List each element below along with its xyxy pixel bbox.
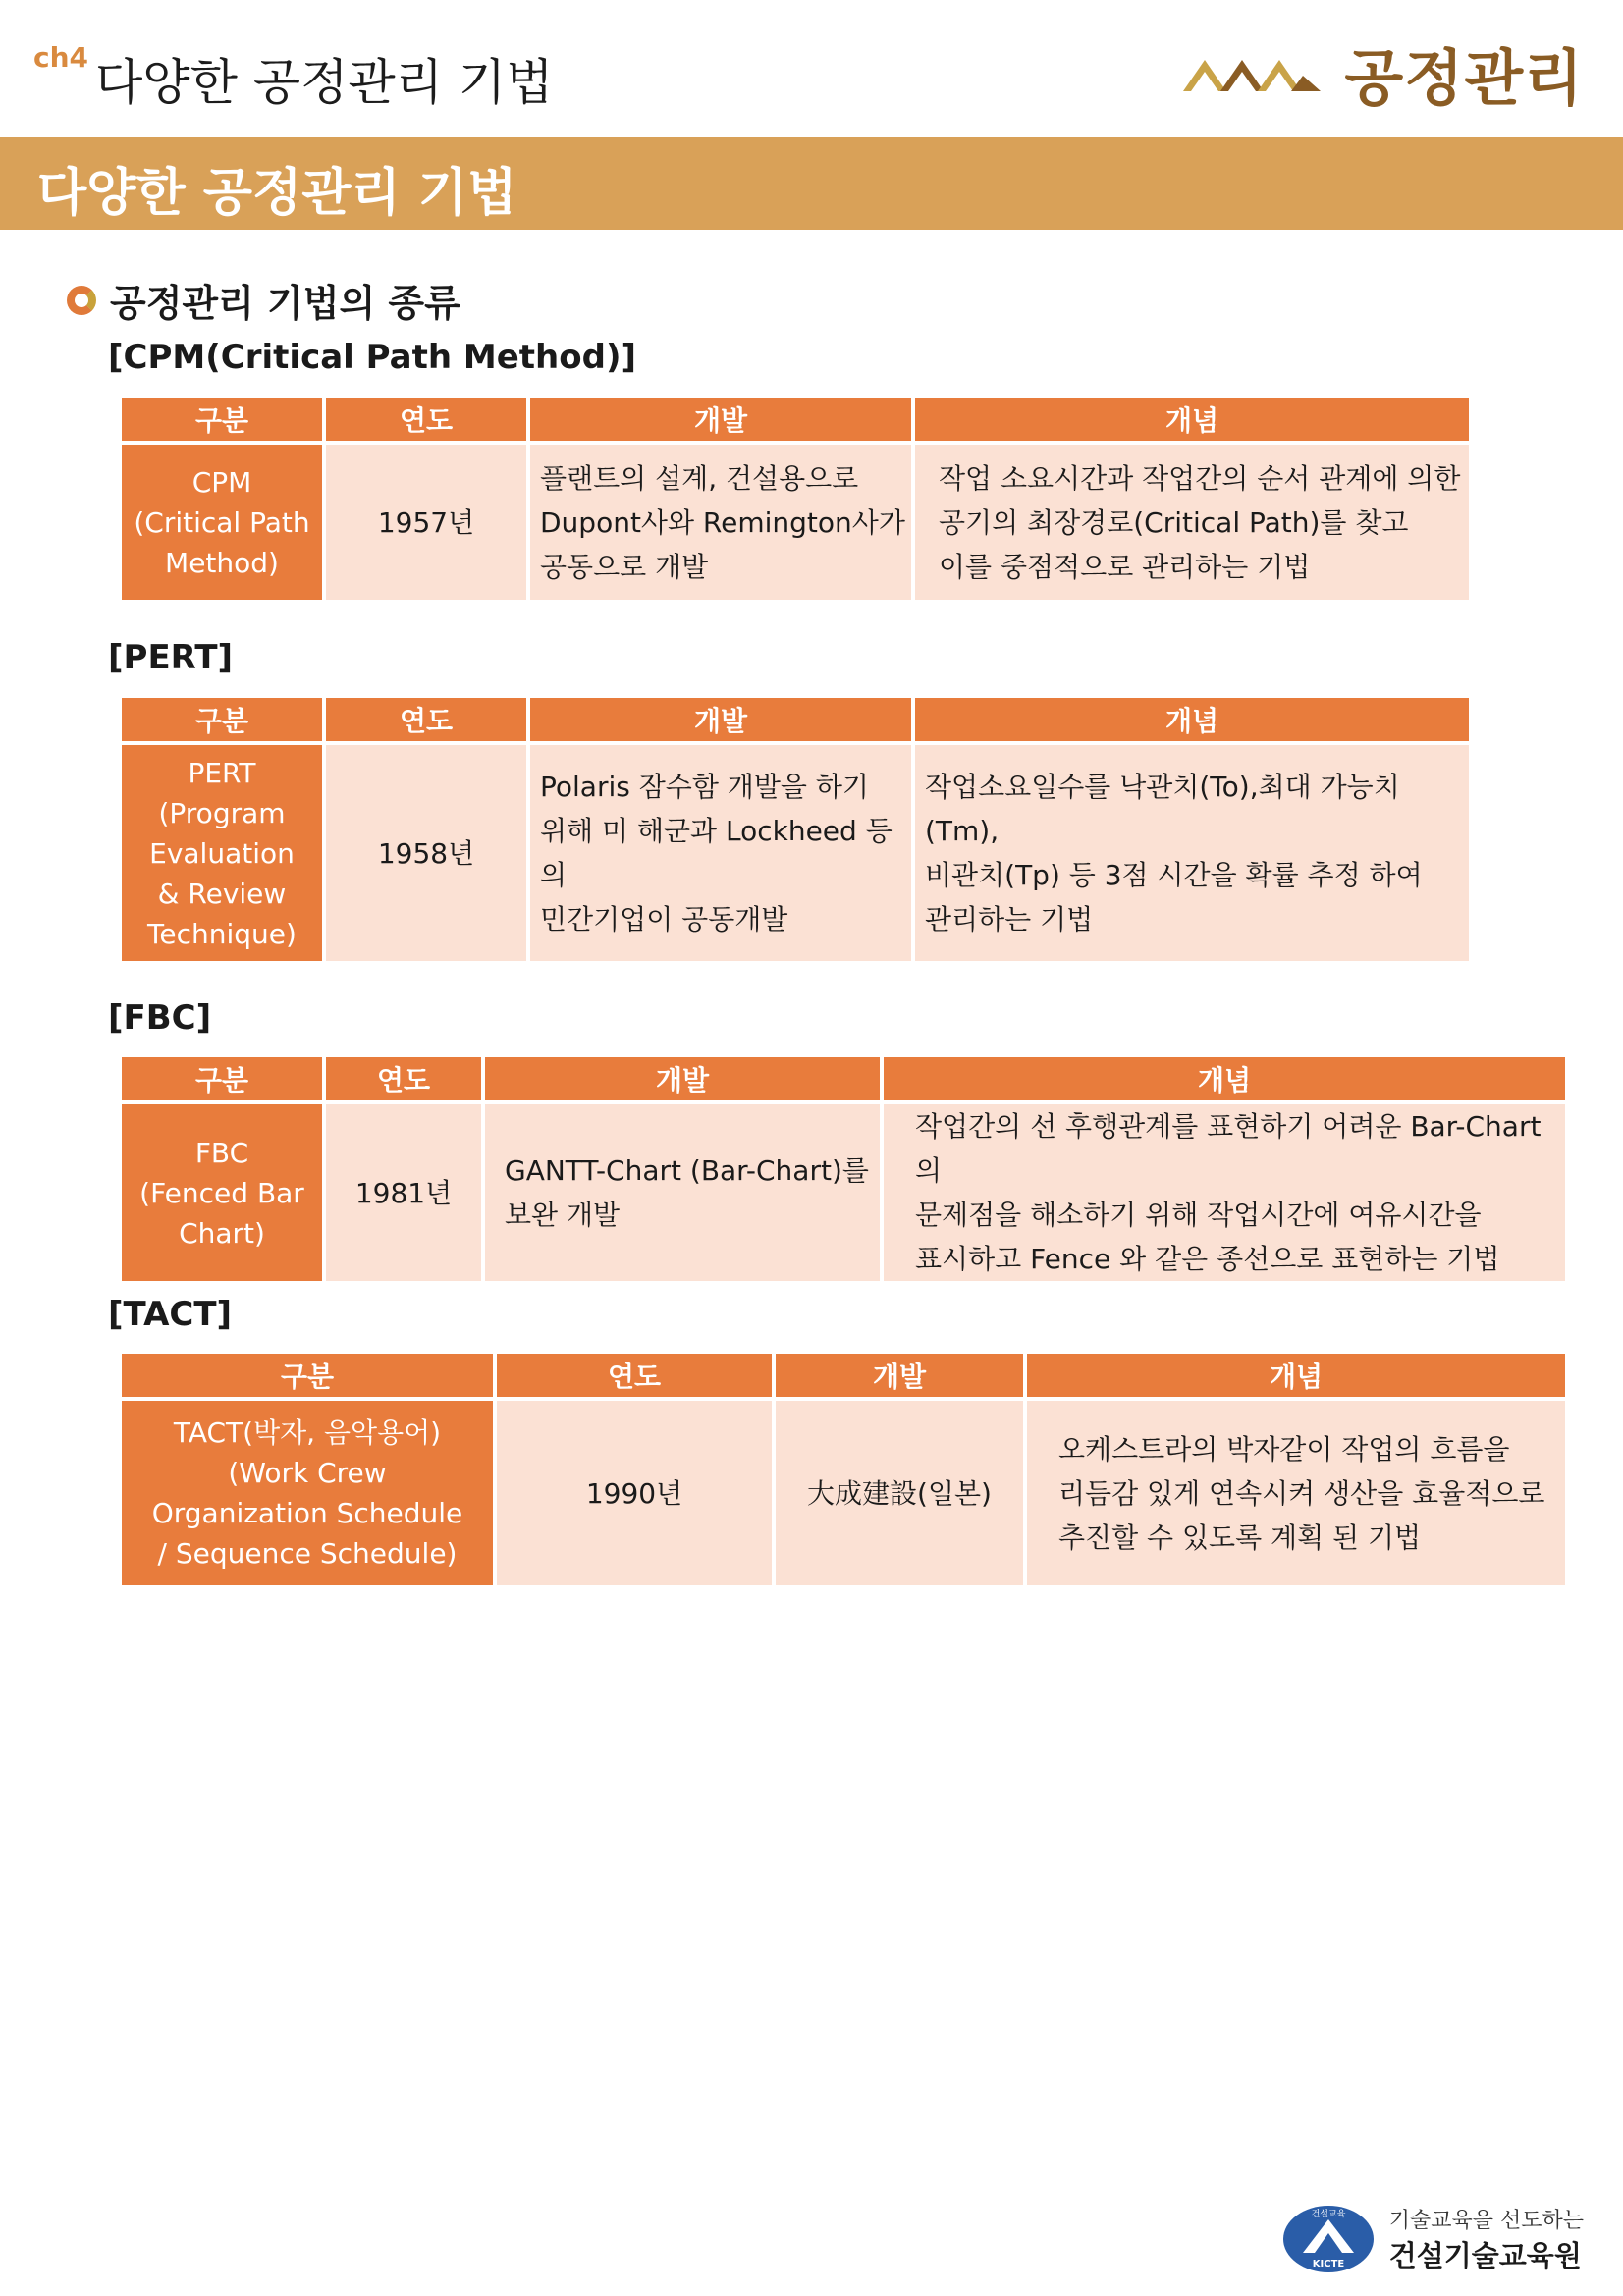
label-line: FBC bbox=[194, 1136, 249, 1169]
header-category: 구분 bbox=[122, 698, 322, 741]
table-title-tact: [TACT] bbox=[108, 1295, 233, 1334]
header-category: 구분 bbox=[122, 1354, 493, 1397]
development-cell bbox=[776, 1401, 1023, 1585]
table-fbc bbox=[118, 1053, 1569, 1285]
text-line: 문제점을 해소하기 위해 작업시간에 여유시간을 bbox=[915, 1199, 1482, 1231]
label-line: Chart) bbox=[179, 1216, 265, 1250]
text-line: 작업소요일수를 낙관치(To),최대 가능치(Tm), bbox=[925, 771, 1400, 847]
kicte-emblem-icon bbox=[1281, 2204, 1376, 2274]
table-row bbox=[122, 745, 1469, 961]
label-line: / Sequence Schedule) bbox=[157, 1537, 458, 1570]
year-cell: 1990년 bbox=[497, 1401, 772, 1585]
text-line: 공기의 최장경로(Critical Path)를 찾고 bbox=[939, 506, 1409, 539]
label-line: Technique) bbox=[147, 917, 297, 950]
text-line: 표시하고 Fence 와 같은 종선으로 표현하는 기법 bbox=[915, 1243, 1500, 1275]
text-line: Polaris 잠수함 개발을 하기 bbox=[540, 771, 869, 803]
footer-tagline: 기술교육을 선도하는 bbox=[1388, 2209, 1584, 2233]
table-row bbox=[122, 1104, 1565, 1281]
header-year: 연도 bbox=[326, 698, 526, 741]
concept-cell bbox=[884, 1104, 1565, 1281]
header-category: 구분 bbox=[122, 1057, 322, 1100]
section-heading bbox=[67, 273, 460, 327]
concept-cell bbox=[915, 445, 1469, 600]
label-line: Evaluation bbox=[149, 836, 295, 870]
header-development: 개발 bbox=[530, 398, 911, 441]
table-header-row bbox=[122, 398, 1469, 441]
brand-title: 공정관리 bbox=[1344, 42, 1584, 114]
table-header-row bbox=[122, 1057, 1565, 1100]
footer-text bbox=[1389, 2204, 1584, 2274]
brand-logo-icon bbox=[1183, 54, 1321, 93]
label-line: (Critical Path bbox=[134, 506, 310, 539]
method-label-cell bbox=[122, 445, 322, 600]
table-header-row bbox=[122, 698, 1469, 741]
text-line: 오케스트라의 박자같이 작업의 흐름을 bbox=[1058, 1432, 1510, 1466]
text-line: 관리하는 기법 bbox=[925, 903, 1094, 935]
banner-title: 다양한 공정관리 기법 bbox=[37, 164, 517, 223]
header-concept: 개념 bbox=[1027, 1354, 1565, 1397]
header-year: 연도 bbox=[326, 1057, 481, 1100]
label-line: CPM bbox=[191, 465, 252, 499]
chapter-number: ch4 bbox=[33, 41, 89, 74]
emblem-bottom-text: KICTE bbox=[1312, 2259, 1344, 2269]
footer-org-name: 건설기술교육원 bbox=[1388, 2239, 1582, 2272]
label-line: & Review bbox=[157, 877, 287, 910]
text-line: 플랜트의 설계, 건설용으로 bbox=[540, 461, 859, 495]
table-row bbox=[122, 445, 1469, 600]
bullet-ring-icon bbox=[67, 286, 96, 315]
header-development: 개발 bbox=[776, 1354, 1023, 1397]
header-year: 연도 bbox=[497, 1354, 772, 1397]
text-line: GANTT-Chart (Bar-Chart)를 bbox=[505, 1154, 869, 1187]
section-title: 공정관리 기법의 종류 bbox=[110, 282, 460, 325]
text-line: 추진할 수 있도록 계획 된 기법 bbox=[1058, 1521, 1422, 1554]
label-line: TACT(박자, 음악용어) bbox=[173, 1416, 442, 1449]
brand bbox=[1183, 29, 1584, 117]
text-line: 작업간의 선 후행관계를 표현하기 어려운 Bar-Chart의 bbox=[915, 1110, 1542, 1187]
header-concept: 개념 bbox=[915, 398, 1469, 441]
year-cell: 1957년 bbox=[326, 445, 526, 600]
label-line: Method) bbox=[165, 546, 279, 579]
text-line: 리듬감 있게 연속시켜 생산을 효율적으로 bbox=[1058, 1476, 1545, 1510]
title-banner bbox=[0, 137, 1623, 230]
table-title-cpm: [CPM(Critical Path Method)] bbox=[108, 338, 637, 377]
development-cell bbox=[530, 445, 911, 600]
concept-cell bbox=[915, 745, 1469, 961]
label-line: (Program bbox=[158, 796, 286, 829]
year-cell: 1981년 bbox=[326, 1104, 481, 1281]
header-year: 연도 bbox=[326, 398, 526, 441]
header-concept: 개념 bbox=[884, 1057, 1565, 1100]
development-cell bbox=[530, 745, 911, 961]
table-header-row bbox=[122, 1354, 1565, 1397]
label-line: Organization Schedule bbox=[151, 1497, 463, 1529]
text-line: 작업 소요시간과 작업간의 순서 관계에 의한 bbox=[939, 461, 1461, 495]
year-cell: 1958년 bbox=[326, 745, 526, 961]
header-development: 개발 bbox=[530, 698, 911, 741]
text-line: 비관치(Tp) 등 3점 시간을 확률 추정 하여 bbox=[925, 859, 1423, 891]
method-label-cell bbox=[122, 1104, 322, 1281]
text-line: 공동으로 개발 bbox=[540, 550, 709, 583]
text-line: 大成建設(일본) bbox=[807, 1476, 992, 1510]
header-development: 개발 bbox=[485, 1057, 880, 1100]
text-line: 보완 개발 bbox=[505, 1199, 621, 1231]
page-header bbox=[0, 0, 1623, 137]
table-tact bbox=[118, 1350, 1569, 1589]
table-title-fbc: [FBC] bbox=[108, 998, 212, 1038]
text-line: 이를 중점적으로 관리하는 기법 bbox=[939, 550, 1311, 583]
text-line: 민간기업이 공동개발 bbox=[540, 903, 788, 935]
header-category: 구분 bbox=[122, 398, 322, 441]
method-label-cell bbox=[122, 1401, 493, 1585]
table-cpm bbox=[118, 394, 1473, 604]
text-line: Dupont사와 Remington사가 bbox=[540, 506, 905, 539]
emblem-top-text: 건설교육 bbox=[1311, 2210, 1346, 2219]
method-label-cell bbox=[122, 745, 322, 961]
header-concept: 개념 bbox=[915, 698, 1469, 741]
label-line: (Fenced Bar bbox=[139, 1176, 304, 1209]
text-line: 위해 미 해군과 Lockheed 등의 bbox=[540, 815, 893, 891]
chapter-title: 다양한 공정관리 기법 bbox=[95, 54, 554, 111]
table-pert bbox=[118, 694, 1473, 965]
concept-cell bbox=[1027, 1401, 1565, 1585]
footer-logo bbox=[1281, 2204, 1584, 2274]
table-row bbox=[122, 1401, 1565, 1585]
label-line: PERT bbox=[188, 756, 256, 789]
table-title-pert: [PERT] bbox=[108, 638, 234, 677]
label-line: (Work Crew bbox=[228, 1457, 387, 1489]
development-cell bbox=[485, 1104, 880, 1281]
